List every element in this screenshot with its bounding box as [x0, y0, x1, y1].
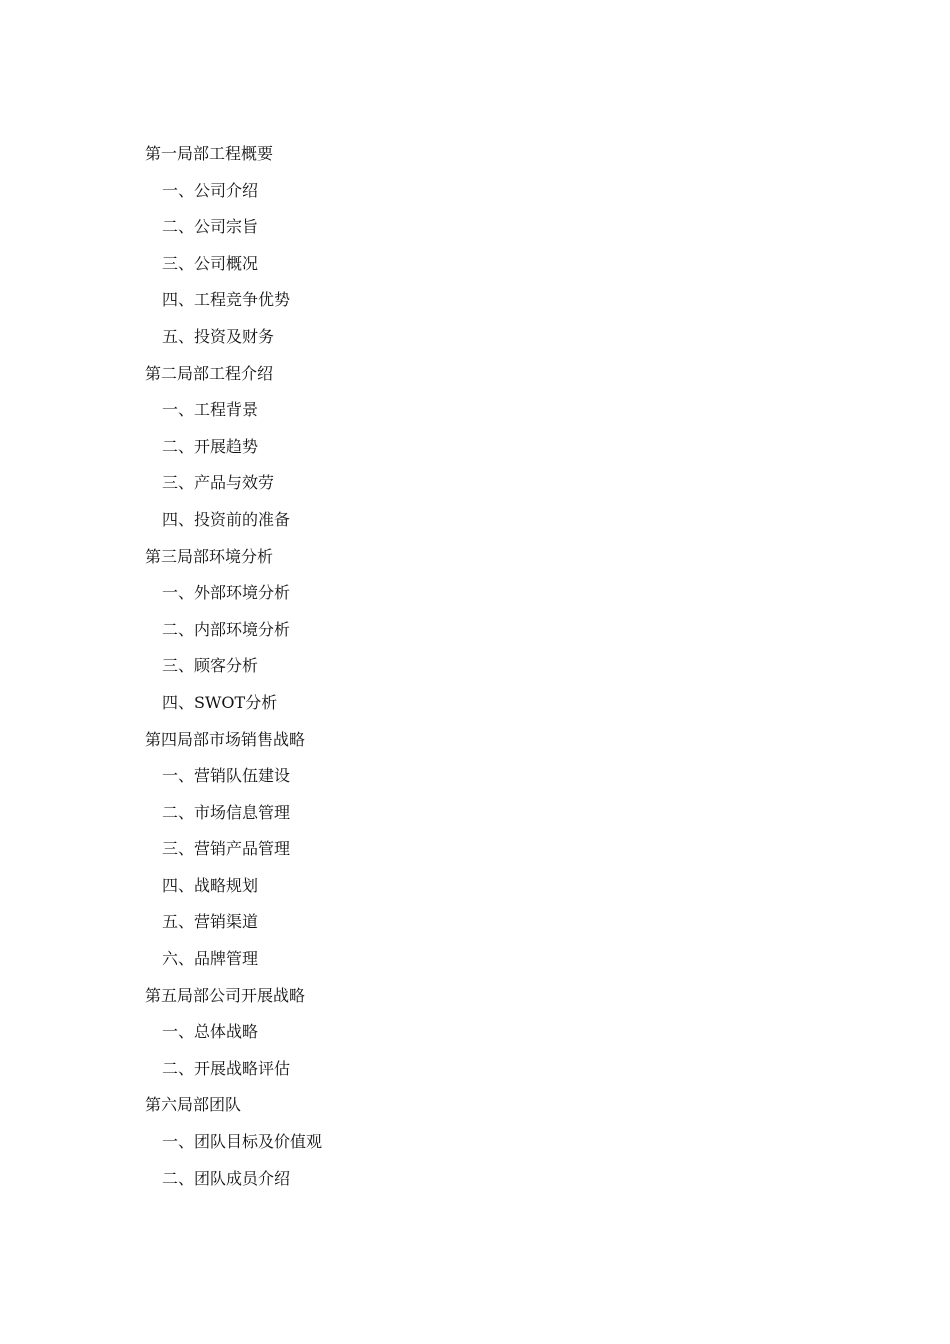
toc-section-item: 四、投资前的准备: [162, 509, 291, 529]
toc-section-item: 一、外部环境分析: [162, 583, 291, 603]
toc-section-item: 二、开展战略评估: [162, 1058, 291, 1078]
toc-chapter-heading: 第四局部市场销售战略: [145, 729, 306, 749]
toc-section-item: 四、工程竞争优势: [162, 290, 291, 310]
toc-section-item: 四、战略规划: [162, 875, 259, 895]
toc-section-item: 一、总体战略: [162, 1022, 259, 1042]
toc-section-item: 三、产品与效劳: [162, 473, 275, 493]
toc-section-item: 二、开展趋势: [162, 436, 259, 456]
toc-chapter-heading: 第五局部公司开展战略: [145, 985, 306, 1005]
toc-section-item: 一、团队目标及价值观: [162, 1132, 323, 1152]
toc-section-item: 六、品牌管理: [162, 949, 259, 969]
toc-section-item: 五、营销渠道: [162, 912, 259, 932]
table-of-contents: [145, 142, 322, 1203]
toc-section-item: 三、顾客分析: [162, 656, 259, 676]
toc-section-item: 四、SWOT分析: [162, 692, 278, 712]
toc-chapter-heading: 第二局部工程介绍: [145, 363, 274, 383]
toc-chapter-heading: 第一局部工程概要: [145, 144, 274, 163]
toc-section-item: 二、市场信息管理: [162, 802, 291, 822]
toc-section-item: 三、营销产品管理: [162, 839, 291, 859]
toc-section-item: 一、工程背景: [162, 400, 259, 420]
toc-section-item: 一、营销队伍建设: [162, 766, 291, 786]
toc-chapter-heading: 第六局部团队: [145, 1095, 242, 1115]
toc-section-item: 二、公司宗旨: [162, 217, 259, 237]
toc-chapter-heading: 第三局部环境分析: [145, 546, 274, 566]
toc-section-item: 二、团队成员介绍: [162, 1168, 291, 1188]
toc-section-item: 二、内部环境分析: [162, 619, 291, 639]
toc-section-item: 三、公司概况: [162, 253, 259, 273]
toc-section-item: 一、公司介绍: [162, 180, 259, 200]
toc-section-item: 五、投资及财务: [162, 326, 275, 346]
